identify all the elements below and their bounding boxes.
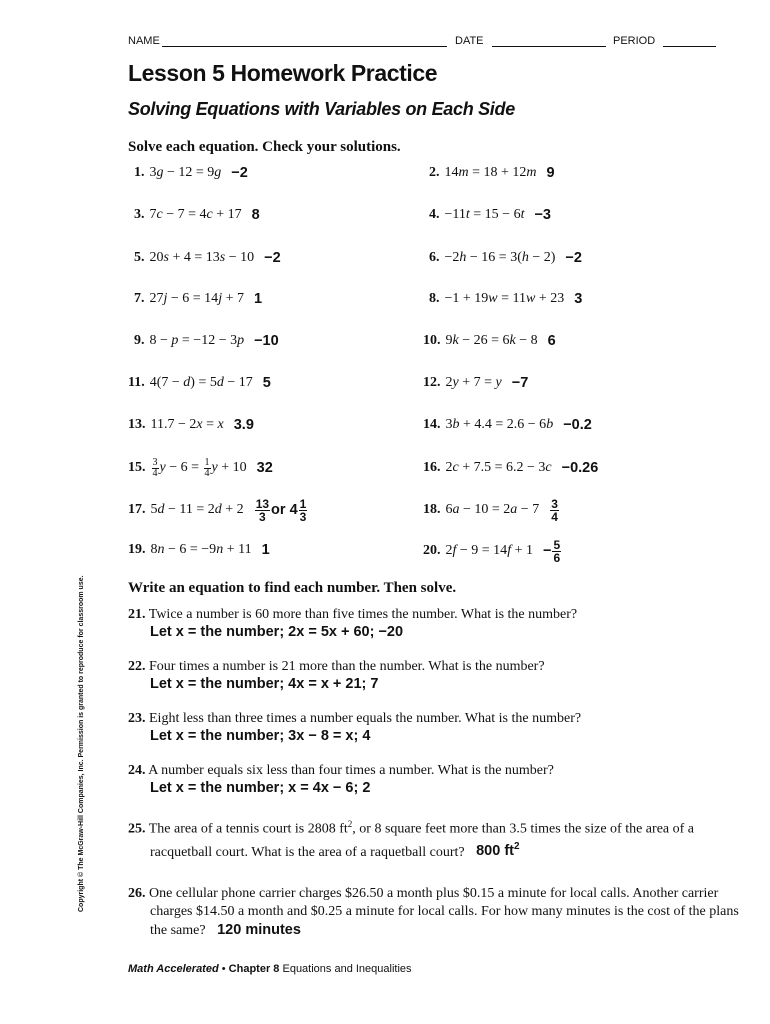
word-problem-23: 23. Eight less than three times a number equals the number. What is the number? xyxy=(128,711,582,726)
answer-26: 120 minutes xyxy=(217,922,301,938)
footer-book: Math Accelerated xyxy=(128,963,219,975)
word-problem-24: 24. A number equals six less than four times a number. What is the number? xyxy=(128,763,554,778)
problem-3: 3. 7c − 7 = 4c + 17 8 xyxy=(134,207,260,223)
word-problem-25: 25. The area of a tennis court is 2808 $ft^2$, or 8 square feet more than 3.5 times the size of the area of a racquetball court. What is the area of a raquetball court? 800 $ft^2$ xyxy=(128,819,694,860)
problem-9: 9. 8 − p = −12 − 3p −10 xyxy=(134,333,279,349)
answer-19: 1 xyxy=(261,542,270,558)
word-problem-21: 21. Twice a number is 60 more than five times the number. What is the number? xyxy=(128,607,578,622)
answer-12: −7 xyxy=(511,375,529,391)
answer-14: −0.2 xyxy=(563,417,592,433)
period-label: PERIOD xyxy=(613,35,656,47)
copyright-notice: Copyright © The McGraw-Hill Companies, Inc. Permission is granted to reproduce for classroom use. xyxy=(78,575,85,912)
answer-21: Let x = the number; 2x = 5x + 60; −20 xyxy=(150,624,404,640)
answer-9: −10 xyxy=(254,333,279,349)
name-label: NAME xyxy=(128,35,160,47)
problem-11: 11. 4(7 − d) = 5d − 17 5 xyxy=(128,375,271,391)
problem-7: 7. 27j − 6 = 14j + 7 1 xyxy=(134,291,263,307)
page-title: Lesson 5 Homework Practice xyxy=(128,60,438,86)
page-subtitle: Solving Equations with Variables on Each Side xyxy=(128,99,515,119)
period-line xyxy=(663,46,716,47)
word-problem-22: 22. Four times a number is 21 more than the number. What is the number? xyxy=(128,659,545,674)
problem-17: 17. 5d − 11 = 2d + 2 $\frac{13}{3}$ or 4 $\frac{1}{3}$ xyxy=(128,496,307,524)
name-line xyxy=(162,46,447,47)
instructions-solve: Solve each equation. Check your solutions. xyxy=(128,139,401,155)
answer-15: 32 xyxy=(256,460,273,476)
answer-20: − $\frac{5}{6}$ xyxy=(542,537,561,565)
answer-23: Let x = the number; 3x − 8 = x; 4 xyxy=(150,728,371,744)
answer-17: $\frac{13}{3}$ or 4 $\frac{1}{3}$ xyxy=(255,496,307,524)
problem-16: 16. 2c + 7.5 = 6.2 − 3c −0.26 xyxy=(423,460,599,476)
answer-2: 9 xyxy=(546,165,555,181)
footer-bullet: • xyxy=(221,963,226,975)
problem-15: 15. $\frac{3}{4}$ y − 6 = $\frac{1}{4}$ y + 10 32 xyxy=(128,456,273,479)
instructions-write: Write an equation to find each number. Then solve. xyxy=(128,580,457,596)
word-problem-26: 26. One cellular phone carrier charges $26.50 a month plus $0.15 a minute for local calls. Another carrier charges $14.50 a month and $0.25 a minute for local calls. For how many minutes is the cost of the plans the same? 120 minutes xyxy=(128,886,739,938)
problem-4: 4. −11t = 15 − 6t −3 xyxy=(429,207,552,223)
answer-25: 800 $ft^2$ xyxy=(476,841,520,860)
answer-5: −2 xyxy=(264,250,281,266)
page-footer xyxy=(128,963,412,975)
answer-18: $\frac{3}{4}$ xyxy=(551,496,558,524)
answer-10: 6 xyxy=(547,333,556,349)
problem-6: 6. −2h − 16 = 3(h − 2) −2 xyxy=(429,250,582,266)
date-line xyxy=(492,46,606,47)
answer-16: −0.26 xyxy=(561,460,599,476)
problem-14: 14. 3b + 4.4 = 2.6 − 6b −0.2 xyxy=(423,417,592,433)
footer-chapter-title: Equations and Inequalities xyxy=(282,963,412,975)
answer-4: −3 xyxy=(534,207,552,223)
problem-10: 10. 9k − 26 = 6k − 8 6 xyxy=(423,333,556,349)
problem-8: 8. −1 + 19w = 11w + 23 3 xyxy=(429,291,583,307)
problem-13: 13. 11.7 − 2x = x 3.9 xyxy=(128,417,254,433)
answer-1: −2 xyxy=(231,165,248,181)
problem-18: 18. 6a − 10 = 2a − 7 $\frac{3}{4}$ xyxy=(423,496,558,524)
date-label: DATE xyxy=(455,35,484,47)
problem-2: 2. 14m = 18 + 12m 9 xyxy=(429,165,555,181)
answer-3: 8 xyxy=(251,207,260,223)
answer-7: 1 xyxy=(253,291,263,307)
answer-8: 3 xyxy=(574,291,583,307)
footer-chapter: Chapter 8 xyxy=(228,963,280,975)
answer-24: Let x = the number; x = 4x − 6; 2 xyxy=(150,780,371,796)
answer-22: Let x = the number; 4x = x + 21; 7 xyxy=(150,676,379,692)
problem-5: 5. 20s + 4 = 13s − 10 −2 xyxy=(134,250,281,266)
answer-6: −2 xyxy=(565,250,582,266)
problem-12: 12. 2y + 7 = y −7 xyxy=(423,375,529,391)
problem-1: 1. 3g − 12 = 9g −2 xyxy=(134,165,248,181)
answer-11: 5 xyxy=(262,375,271,391)
problem-20: 20. 2f − 9 = 14f + 1 − $\frac{5}{6}$ xyxy=(423,537,561,565)
problem-19: 19. 8n − 6 = −9n + 11 1 xyxy=(128,542,270,558)
answer-13: 3.9 xyxy=(233,417,254,433)
